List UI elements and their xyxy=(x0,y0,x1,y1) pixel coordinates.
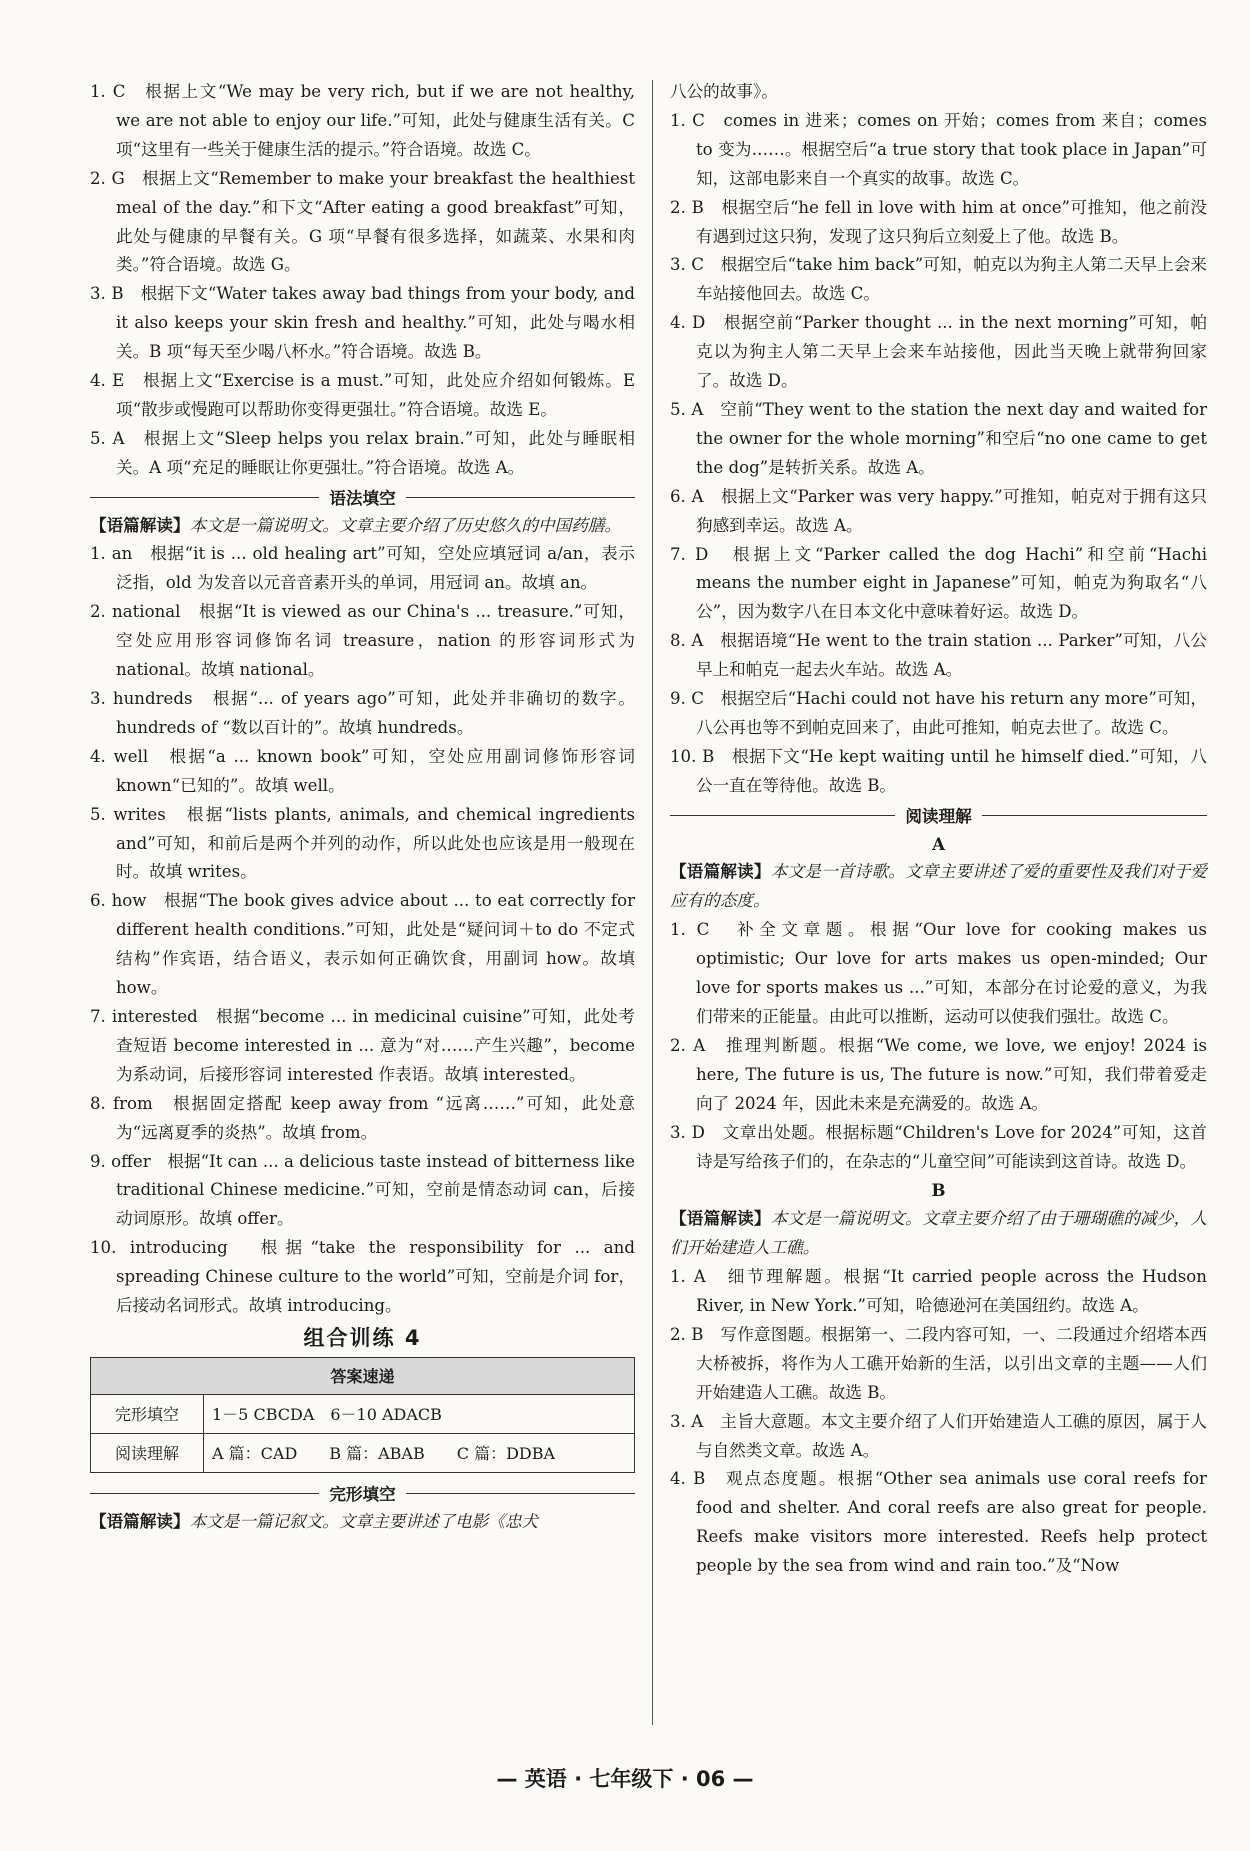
answer-item: 1. A 细节理解题。根据“It carried people across the Hudson River, in New York.”可知，哈德逊河在美国纽约。故选 A。 xyxy=(670,1267,1207,1316)
answer-item: 7. interested 根据“become ... in medicinal cuisine”可知，此处考查短语 become interested in ... 意为“对……产生兴趣”，become 为系动词，后接形容词 interested 作表语。故填 interested。 xyxy=(90,1006,635,1084)
right-column xyxy=(670,78,1207,1581)
answer-item: 2. national 根据“It is viewed as our China's ... treasure.”可知，空处应用形容词修饰名词 treasure，nation 的形容词形式为 national。故填 national。 xyxy=(90,602,635,680)
table-row xyxy=(91,1394,635,1433)
cloze-answers xyxy=(670,107,1207,801)
answer-item: 4. E 根据上文“Exercise is a must.”可知，此处应介绍如何锻炼。E 项“散步或慢跑可以帮助你变得更强壮。”符合语境。故选 E。 xyxy=(90,371,635,419)
answer-item: 6. how 根据“The book gives advice about ... to eat correctly for different health conditions.”可知，此处是“疑问词＋to do 不定式结构”作宾语，结合语义，表示如何正确饮食，用副词 how。故填 how。 xyxy=(90,891,635,998)
grammar-answers xyxy=(90,540,635,1320)
answer-item: 2. A 推理判断题。根据“We come, we love, we enjoy! 2024 is here, The future is us, The future is now.”可知，我们带着爱走向了 2024 年，因此未来是充满爱的。故选 A。 xyxy=(670,1035,1207,1113)
table-row xyxy=(91,1433,635,1472)
answer-item: 2. B 根据空后“he fell in love with him at once”可推知，他之前没有遇到过这只狗，发现了这只狗后立刻爱上了他。故选 B。 xyxy=(670,197,1207,246)
grammar-intro: 【语篇解读】本文是一篇说明文。文章主要介绍了历史悠久的中国药膳。 xyxy=(90,515,621,535)
answer-item: 8. A 根据语境“He went to the train station ... Parker”可知，八公早上和帕克一起去火车站。故选 A。 xyxy=(670,631,1207,680)
table-row-label: 阅读理解 xyxy=(91,1433,204,1472)
answer-item: 3. C 根据空后“take him back”可知，帕克以为狗主人第二天早上会来车站接他回去。故选 C。 xyxy=(670,255,1207,304)
cloze-intro: 【语篇解读】本文是一篇记叙文。文章主要讲述了电影《忠犬 xyxy=(90,1511,539,1531)
answer-item: 1. an 根据“it is ... old healing art”可知，空处应填冠词 a/an，表示泛指，old 为发音以元音音素开头的单词，用冠词 an。故填 an。 xyxy=(90,544,635,593)
column-divider xyxy=(652,80,653,1725)
answer-item: 2. B 写作意图题。根据第一、二段内容可知，一、二段通过介绍塔本西大桥被拆，将作为人工礁开始新的生活，以引出文章的主题——人们开始建造人工礁。故选 B。 xyxy=(670,1324,1207,1402)
answer-item: 3. B 根据下文“Water takes away bad things from your body, and it also keeps your skin fresh and healthy.”可知，此处与喝水相关。B 项“每天至少喝八杯水。”符合语境。故选 B。 xyxy=(90,284,635,362)
section-grammar-heading: 语法填空 xyxy=(90,483,635,512)
passage-a-answers xyxy=(670,916,1207,1176)
section-reading-heading: 阅读理解 xyxy=(670,801,1207,830)
answer-item: 5. writes 根据“lists plants, animals, and chemical ingredients and”可知，和前后是两个并列的动作，所以此处也应该是用一般现在时。故填 writes。 xyxy=(90,804,635,882)
answer-item: 10. B 根据下文“He kept waiting until he himself died.”可知，八公一直在等待他。故选 B。 xyxy=(670,746,1207,795)
passage-a-label: A xyxy=(932,833,945,854)
section-cloze-heading: 完形填空 xyxy=(90,1479,635,1508)
answer-item: 3. D 文章出处题。根据标题“Children's Love for 2024”可知，这首诗是写给孩子们的，在杂志的“儿童空间”可能读到这首诗。故选 D。 xyxy=(670,1122,1207,1171)
answer-item: 8. from 根据固定搭配 keep away from “远离……”可知，此处意为“远离夏季的炎热”。故填 from。 xyxy=(90,1093,635,1142)
answer-item: 4. B 观点态度题。根据“Other sea animals use coral reefs for food and shelter. And coral reefs are also great for people. Reefs make visitors more interested. Reefs help protect people by the sea from wind and rain too.”及“Now xyxy=(670,1469,1207,1576)
answer-item: 9. offer 根据“It can ... a delicious taste instead of bitterness like traditional Chinese medicine.”可知，空前是情态动词 can，后接动词原形。故填 offer。 xyxy=(90,1151,635,1229)
answer-table xyxy=(90,1357,635,1473)
seven-choice-answers xyxy=(90,78,635,483)
answer-item: 5. A 根据上文“Sleep helps you relax brain.”可知，此处与睡眠相关。A 项“充足的睡眠让你更强壮。”符合语境。故选 A。 xyxy=(90,428,635,477)
passage-a-intro: 【语篇解读】本文是一首诗歌。文章主要讲述了爱的重要性及我们对于爱应有的态度。 xyxy=(670,862,1208,911)
page-footer: — 英语 · 七年级下 · 06 — xyxy=(496,1767,754,1791)
answer-table-header: 答案速递 xyxy=(91,1357,635,1394)
table-row-label: 完形填空 xyxy=(91,1394,204,1433)
answer-item: 10. introducing 根据“take the responsibility for ... and spreading Chinese culture to the world”可知，空前是介词 for，后接动名词形式。故填 introducing。 xyxy=(90,1238,635,1316)
answer-item: 1. C comes in 进来；comes on 开始；comes from 来自；comes to 变为……。根据空后“a true story that took place in Japan”可知，这部电影来自一个真实的故事。故选 C。 xyxy=(670,110,1207,188)
cloze-intro-continued: 八公的故事》。 xyxy=(670,82,778,101)
table-row-value: 1－5 CBCDA 6－10 ADACB xyxy=(204,1394,635,1433)
group-title: 组合训练 4 xyxy=(303,1325,422,1350)
answer-item: 5. A 空前“They went to the station the next day and waited for the owner for the whole morning”和空后“no one came to get the dog”是转折关系。故选 A。 xyxy=(670,399,1207,477)
answer-item: 7. D 根据上文“Parker called the dog Hachi”和空前“Hachi means the number eight in Japanese”可知，帕克为狗取名“八公”，因为数字八在日本文化中意味着好运。故选 D。 xyxy=(670,544,1207,622)
passage-b-label: B xyxy=(931,1180,946,1201)
left-column xyxy=(90,78,635,1537)
table-row-value: A 篇：CAD B 篇：ABAB C 篇：DDBA xyxy=(204,1433,635,1472)
answer-item: 4. D 根据空前“Parker thought ... in the next morning”可知，帕克以为狗主人第二天早上会来车站接他，因此当天晚上就带狗回家了。故选 D。 xyxy=(670,313,1207,391)
answer-item: 3. A 主旨大意题。本文主要介绍了人们开始建造人工礁的原因，属于人与自然类文章。故选 A。 xyxy=(670,1411,1207,1460)
answer-item: 4. well 根据“a ... known book”可知，空处应用副词修饰形容词 known“已知的”。故填 well。 xyxy=(90,746,635,795)
answer-item: 1. C 补全文章题。根据“Our love for cooking makes us optimistic; Our love for arts makes us open-minded; Our love for sports makes us ...”可知，本部分在讨论爱的意义，为我们带来的正能量。由此可以推断，运动可以使我们强壮。故选 C。 xyxy=(670,920,1207,1026)
answer-item: 9. C 根据空后“Hachi could not have his return any more”可知，八公再也等不到帕克回来了，由此可推知，帕克去世了。故选 C。 xyxy=(670,689,1207,737)
answer-item: 1. C 根据上文“We may be very rich, but if we are not healthy, we are not able to enjoy our life.”可知，此处与健康生活有关。C 项“这里有一些关于健康生活的提示。”符合语境。故选 C。 xyxy=(90,82,635,159)
passage-b-answers xyxy=(670,1263,1207,1581)
answer-item: 6. A 根据上文“Parker was very happy.”可推知，帕克对于拥有这只狗感到幸运。故选 A。 xyxy=(670,486,1207,535)
answer-item: 3. hundreds 根据“... of years ago”可知，此处并非确切的数字。hundreds of “数以百计的”。故填 hundreds。 xyxy=(90,689,635,737)
answer-item: 2. G 根据上文“Remember to make your breakfast the healthiest meal of the day.”和下文“After eating a good breakfast”可知，此处与健康的早餐有关。G 项“早餐有很多选择，如蔬菜、水果和肉类。”符合语境。故选 G。 xyxy=(90,168,635,275)
passage-b-intro: 【语篇解读】本文是一篇说明文。文章主要介绍了由于珊瑚礁的减少，人们开始建造人工礁。 xyxy=(670,1209,1208,1258)
